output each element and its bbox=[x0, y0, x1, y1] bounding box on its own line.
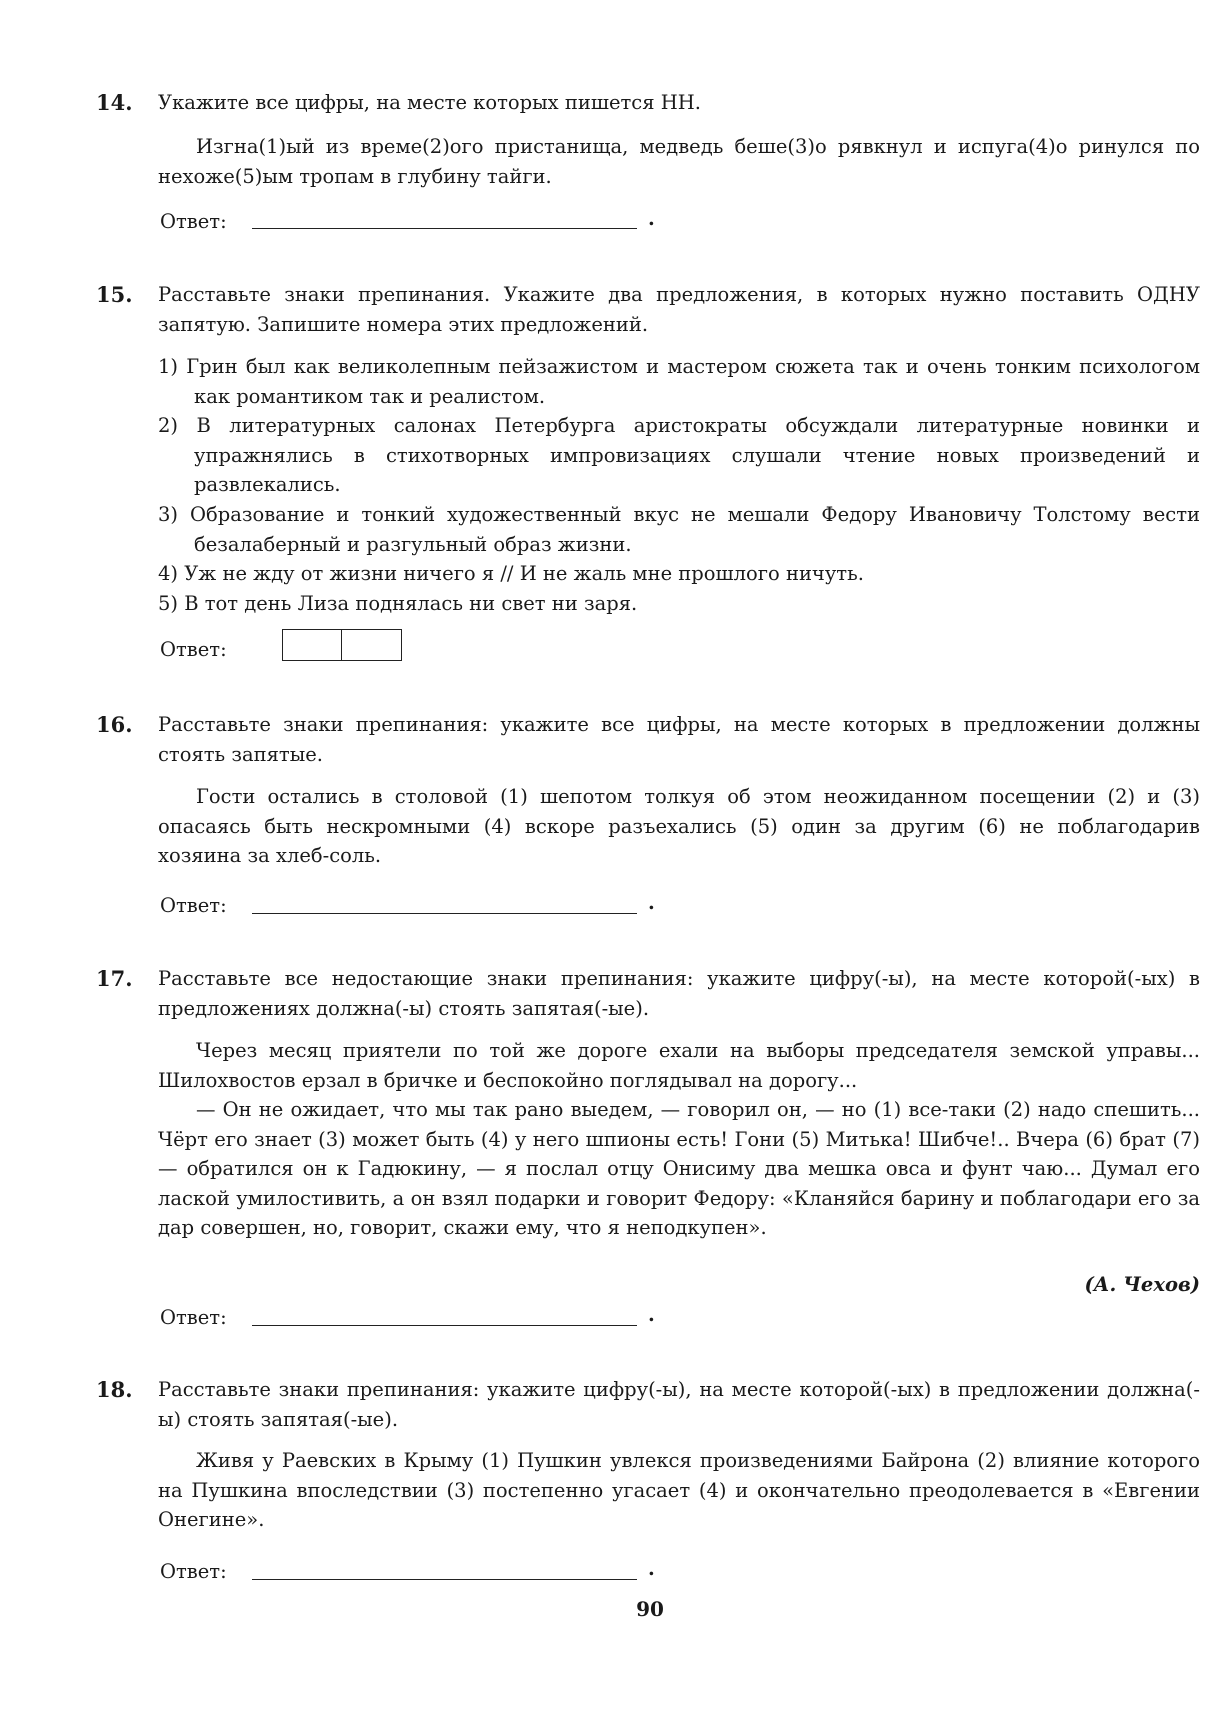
answer-dot: . bbox=[648, 207, 655, 230]
answer-label: Ответ: bbox=[160, 638, 227, 661]
option-1: 1) Грин был как великолепным пейзажистом и мастером сюжета так и очень тонким психологом как романтиком так и реалистом. bbox=[158, 355, 1200, 408]
task-number: 18. bbox=[96, 1377, 133, 1402]
answer-boxes bbox=[282, 629, 402, 661]
author-attribution: (А. Чехов) bbox=[1084, 1273, 1200, 1296]
answer-box-1[interactable] bbox=[282, 629, 342, 661]
task-statement: Укажите все цифры, на месте которых пишется НН. bbox=[158, 91, 701, 114]
task-text: Живя у Раевских в Крыму (1) Пушкин увлекся произведениями Байрона (2) влияние которого на Пушкина впоследствии (3) постепенно угасает (4) и окончательно преодолевается в «Евгении Онегине». bbox=[158, 1449, 1200, 1531]
answer-label: Ответ: bbox=[160, 1560, 227, 1583]
option-5: 5) В тот день Лиза поднялась ни свет ни заря. bbox=[158, 592, 638, 615]
task-statement: Расставьте знаки препинания: укажите все цифры, на месте которых в предложении должны стоять запятые. bbox=[158, 713, 1200, 766]
task-statement: Расставьте все недостающие знаки препинания: укажите цифру(-ы), на месте которой(-ых) в предложениях должна(-ы) стоять запятая(-ые). bbox=[158, 967, 1200, 1020]
task-text: Гости остались в столовой (1) шепотом толкуя об этом неожиданном посещении (2) и (3) опасаясь быть нескромными (4) вскоре разъехались (5) один за другим (6) не поблагодарив хозяина за хлеб-соль. bbox=[158, 785, 1200, 867]
answer-line[interactable] bbox=[252, 1325, 637, 1326]
answer-dot: . bbox=[648, 1557, 655, 1580]
answer-dot: . bbox=[648, 1303, 655, 1326]
page-number: 90 bbox=[636, 1597, 664, 1621]
option-4: 4) Уж не жду от жизни ничего я // И не жаль мне прошлого ничуть. bbox=[158, 562, 864, 585]
task-text-intro: Через месяц приятели по той же дороге ехали на выборы председателя земской управы... Шилохвостов ерзал в бричке и беспокойно поглядывал на дорогу... bbox=[158, 1039, 1200, 1092]
answer-dot: . bbox=[648, 891, 655, 914]
option-3: 3) Образование и тонкий художественный вкус не мешали Федору Ивановичу Толстому вести безалаберный и разгульный образ жизни. bbox=[158, 503, 1200, 556]
task-number: 16. bbox=[96, 712, 133, 737]
task-text: Изгна(1)ый из време(2)ого пристанища, медведь беше(3)о рявкнул и испуга(4)о ринулся по нехоже(5)ым тропам в глубину тайги. bbox=[158, 135, 1200, 188]
task-number: 14. bbox=[96, 90, 133, 115]
answer-label: Ответ: bbox=[160, 1306, 227, 1329]
task-statement: Расставьте знаки препинания: укажите цифру(-ы), на месте которой(-ых) в предложении должна(-ы) стоять запятая(-ые). bbox=[158, 1378, 1200, 1431]
task-text-dialogue: — Он не ожидает, что мы так рано выедем, — говорил он, — но (1) все-таки (2) надо спешить... Чёрт его знает (3) может быть (4) у него шпионы есть! Гони (5) Митька! Шибче!.. Вчера (6) брат (7) — обратился он к Гадюкину, — я послал отцу Онисиму два мешка овса и фунт чаю... Думал его лаской умилостивить, а он взял подарки и говорит Федору: «Кланяйся барину и поблагодари его за дар совершен, но, говорит, скажи ему, что я неподкупен». bbox=[158, 1098, 1200, 1239]
option-2: 2) В литературных салонах Петербурга аристократы обсуждали литературные новинки и упражнялись в стихотворных импровизациях слушали чтение новых произведений и развлекались. bbox=[158, 414, 1200, 496]
answer-line[interactable] bbox=[252, 228, 637, 229]
task-number: 15. bbox=[96, 282, 133, 307]
task-number: 17. bbox=[96, 966, 133, 991]
answer-label: Ответ: bbox=[160, 210, 227, 233]
answer-label: Ответ: bbox=[160, 894, 227, 917]
answer-box-2[interactable] bbox=[342, 629, 402, 661]
answer-line[interactable] bbox=[252, 913, 637, 914]
answer-line[interactable] bbox=[252, 1579, 637, 1580]
task-statement: Расставьте знаки препинания. Укажите два предложения, в которых нужно поставить ОДНУ запятую. Запишите номера этих предложений. bbox=[158, 283, 1200, 336]
